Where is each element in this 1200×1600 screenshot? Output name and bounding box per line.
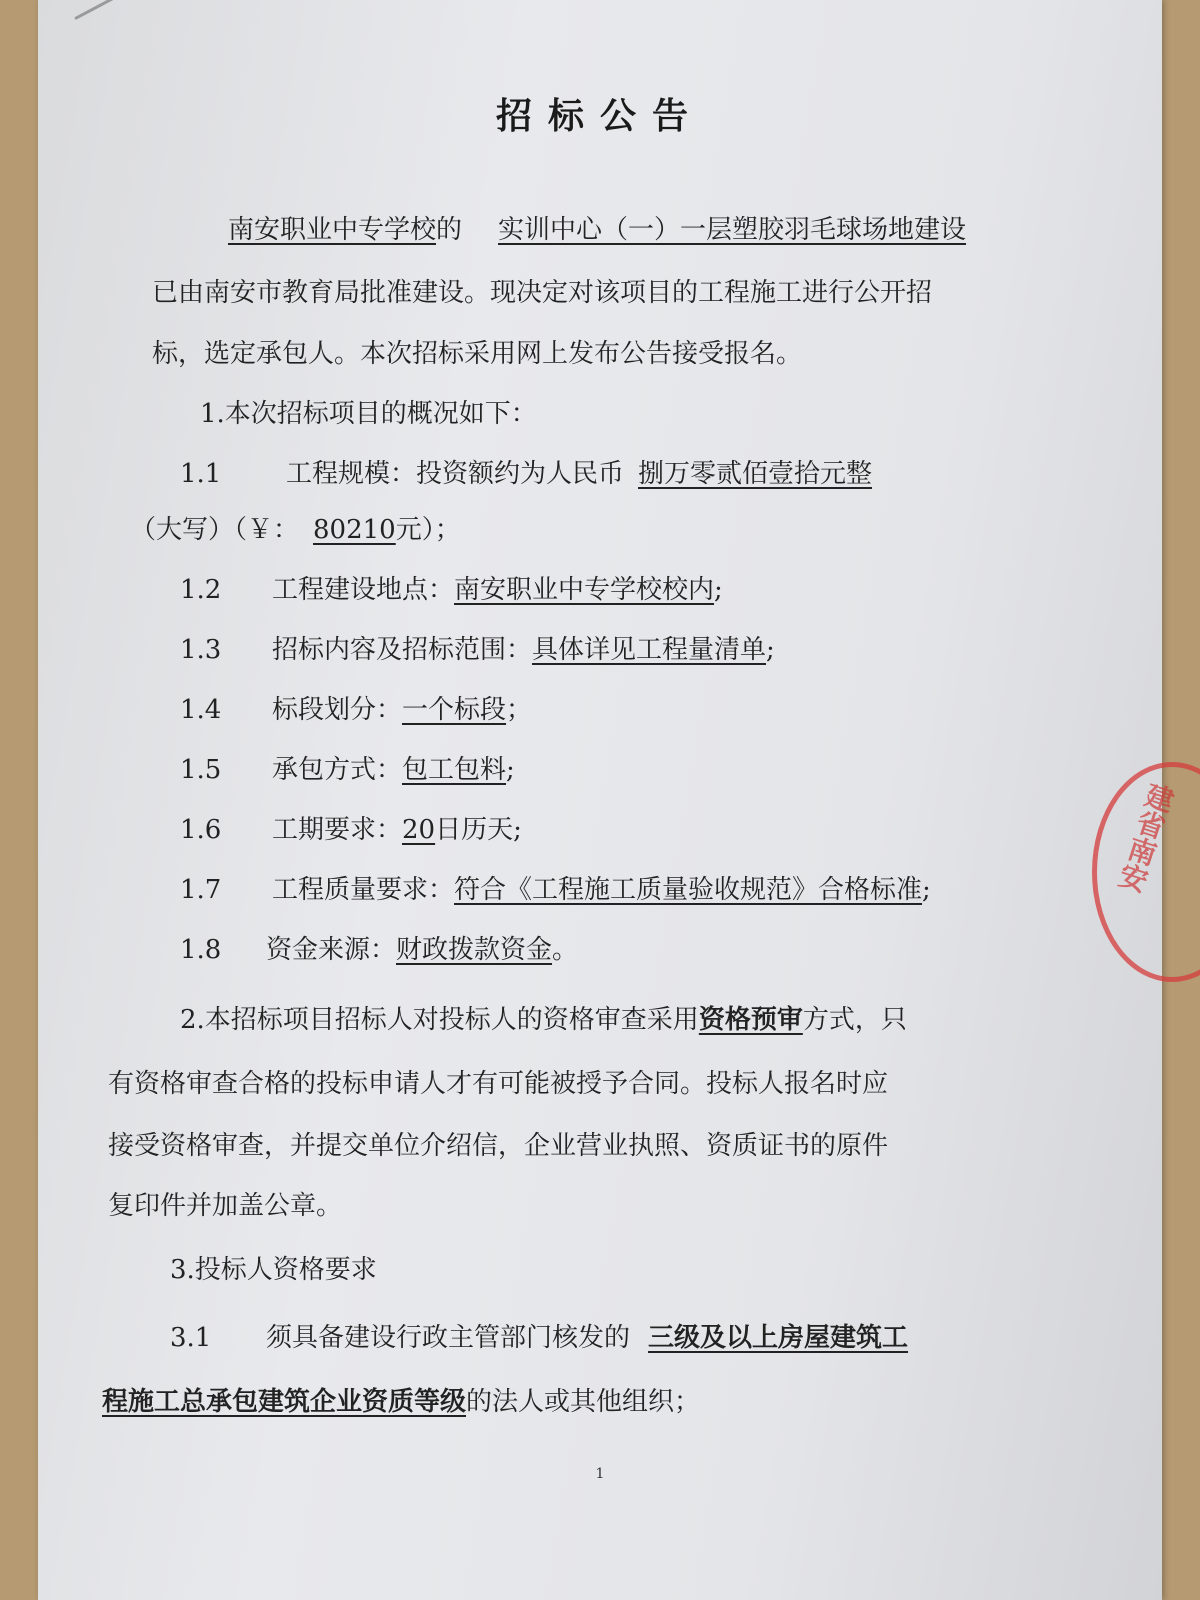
item-1-6: 1.6 工期要求：20日历天;	[180, 815, 522, 845]
prequalification-term: 资格预审	[698, 1005, 803, 1035]
amount-in-words: 捌万零贰佰壹拾元整	[638, 459, 873, 489]
section-1-heading: 1.本次招标项目的概况如下：	[200, 399, 537, 429]
intro-line-3: 标，选定承包人。本次招标采用网上发布公告接受报名。	[152, 339, 803, 369]
intro-line-1: 南安职业中专学校的 实训中心（一）一层塑胶羽毛球场地建设	[228, 215, 967, 245]
item-1-4: 1.4 标段划分：一个标段；	[180, 695, 533, 725]
section-2-line-4: 复印件并加盖公章。	[108, 1191, 343, 1221]
item-1-3: 1.3 招标内容及招标范围：具体详见工程量清单;	[180, 635, 775, 665]
qualification-level-part-1: 三级及以上房屋建筑工	[648, 1323, 909, 1353]
school-name: 南安职业中专学校	[228, 215, 437, 245]
amount-value: 80210	[313, 515, 396, 545]
contract-method-value: 包工包料	[402, 755, 507, 785]
scope-value: 具体详见工程量清单	[532, 635, 767, 665]
intro-line-2: 已由南安市教育局批准建设。现决定对该项目的工程施工进行公开招	[152, 278, 933, 308]
section-2-line-1: 2.本招标项目招标人对投标人的资格审查采用资格预审方式，只	[180, 1005, 907, 1035]
item-1-5: 1.5 承包方式：包工包料;	[180, 755, 515, 785]
project-name: 实训中心（一）一层塑胶羽毛球场地建设	[498, 215, 967, 245]
section-2-line-3: 接受资格审查，并提交单位介绍信，企业营业执照、资质证书的原件	[108, 1131, 889, 1161]
page-number: 1	[595, 1466, 605, 1482]
section-3-heading: 3.投标人资格要求	[170, 1255, 377, 1285]
duration-value: 20	[402, 815, 436, 845]
item-1-2: 1.2 工程建设地点：南安职业中专学校校内;	[180, 575, 723, 605]
item-1-8: 1.8 资金来源：财政拨款资金。	[180, 935, 579, 965]
item-1-7: 1.7 工程质量要求：符合《工程施工质量验收规范》合格标准;	[180, 875, 931, 905]
item-3-1-cont: 程施工总承包建筑企业资质等级的法人或其他组织；	[102, 1387, 701, 1417]
item-1-1-cont: （大写）（￥： 80210元）；	[130, 515, 461, 545]
document-title: 招标公告	[495, 95, 704, 137]
seal-text: 建省南安	[1112, 778, 1179, 896]
section-division-value: 一个标段	[402, 695, 507, 725]
quality-value: 符合《工程施工质量验收规范》合格标准	[454, 875, 923, 905]
item-1-1: 1.1 工程规模：投资额约为人民币 捌万零贰佰壹拾元整	[180, 459, 873, 489]
location-value: 南安职业中专学校校内	[454, 575, 715, 605]
item-3-1: 3.1 须具备建设行政主管部门核发的 三级及以上房屋建筑工	[170, 1323, 909, 1353]
section-2-line-2: 有资格审查合格的投标申请人才有可能被授予合同。投标人报名时应	[108, 1069, 889, 1099]
funding-value: 财政拨款资金	[396, 935, 553, 965]
qualification-level-part-2: 程施工总承包建筑企业资质等级	[102, 1387, 467, 1417]
